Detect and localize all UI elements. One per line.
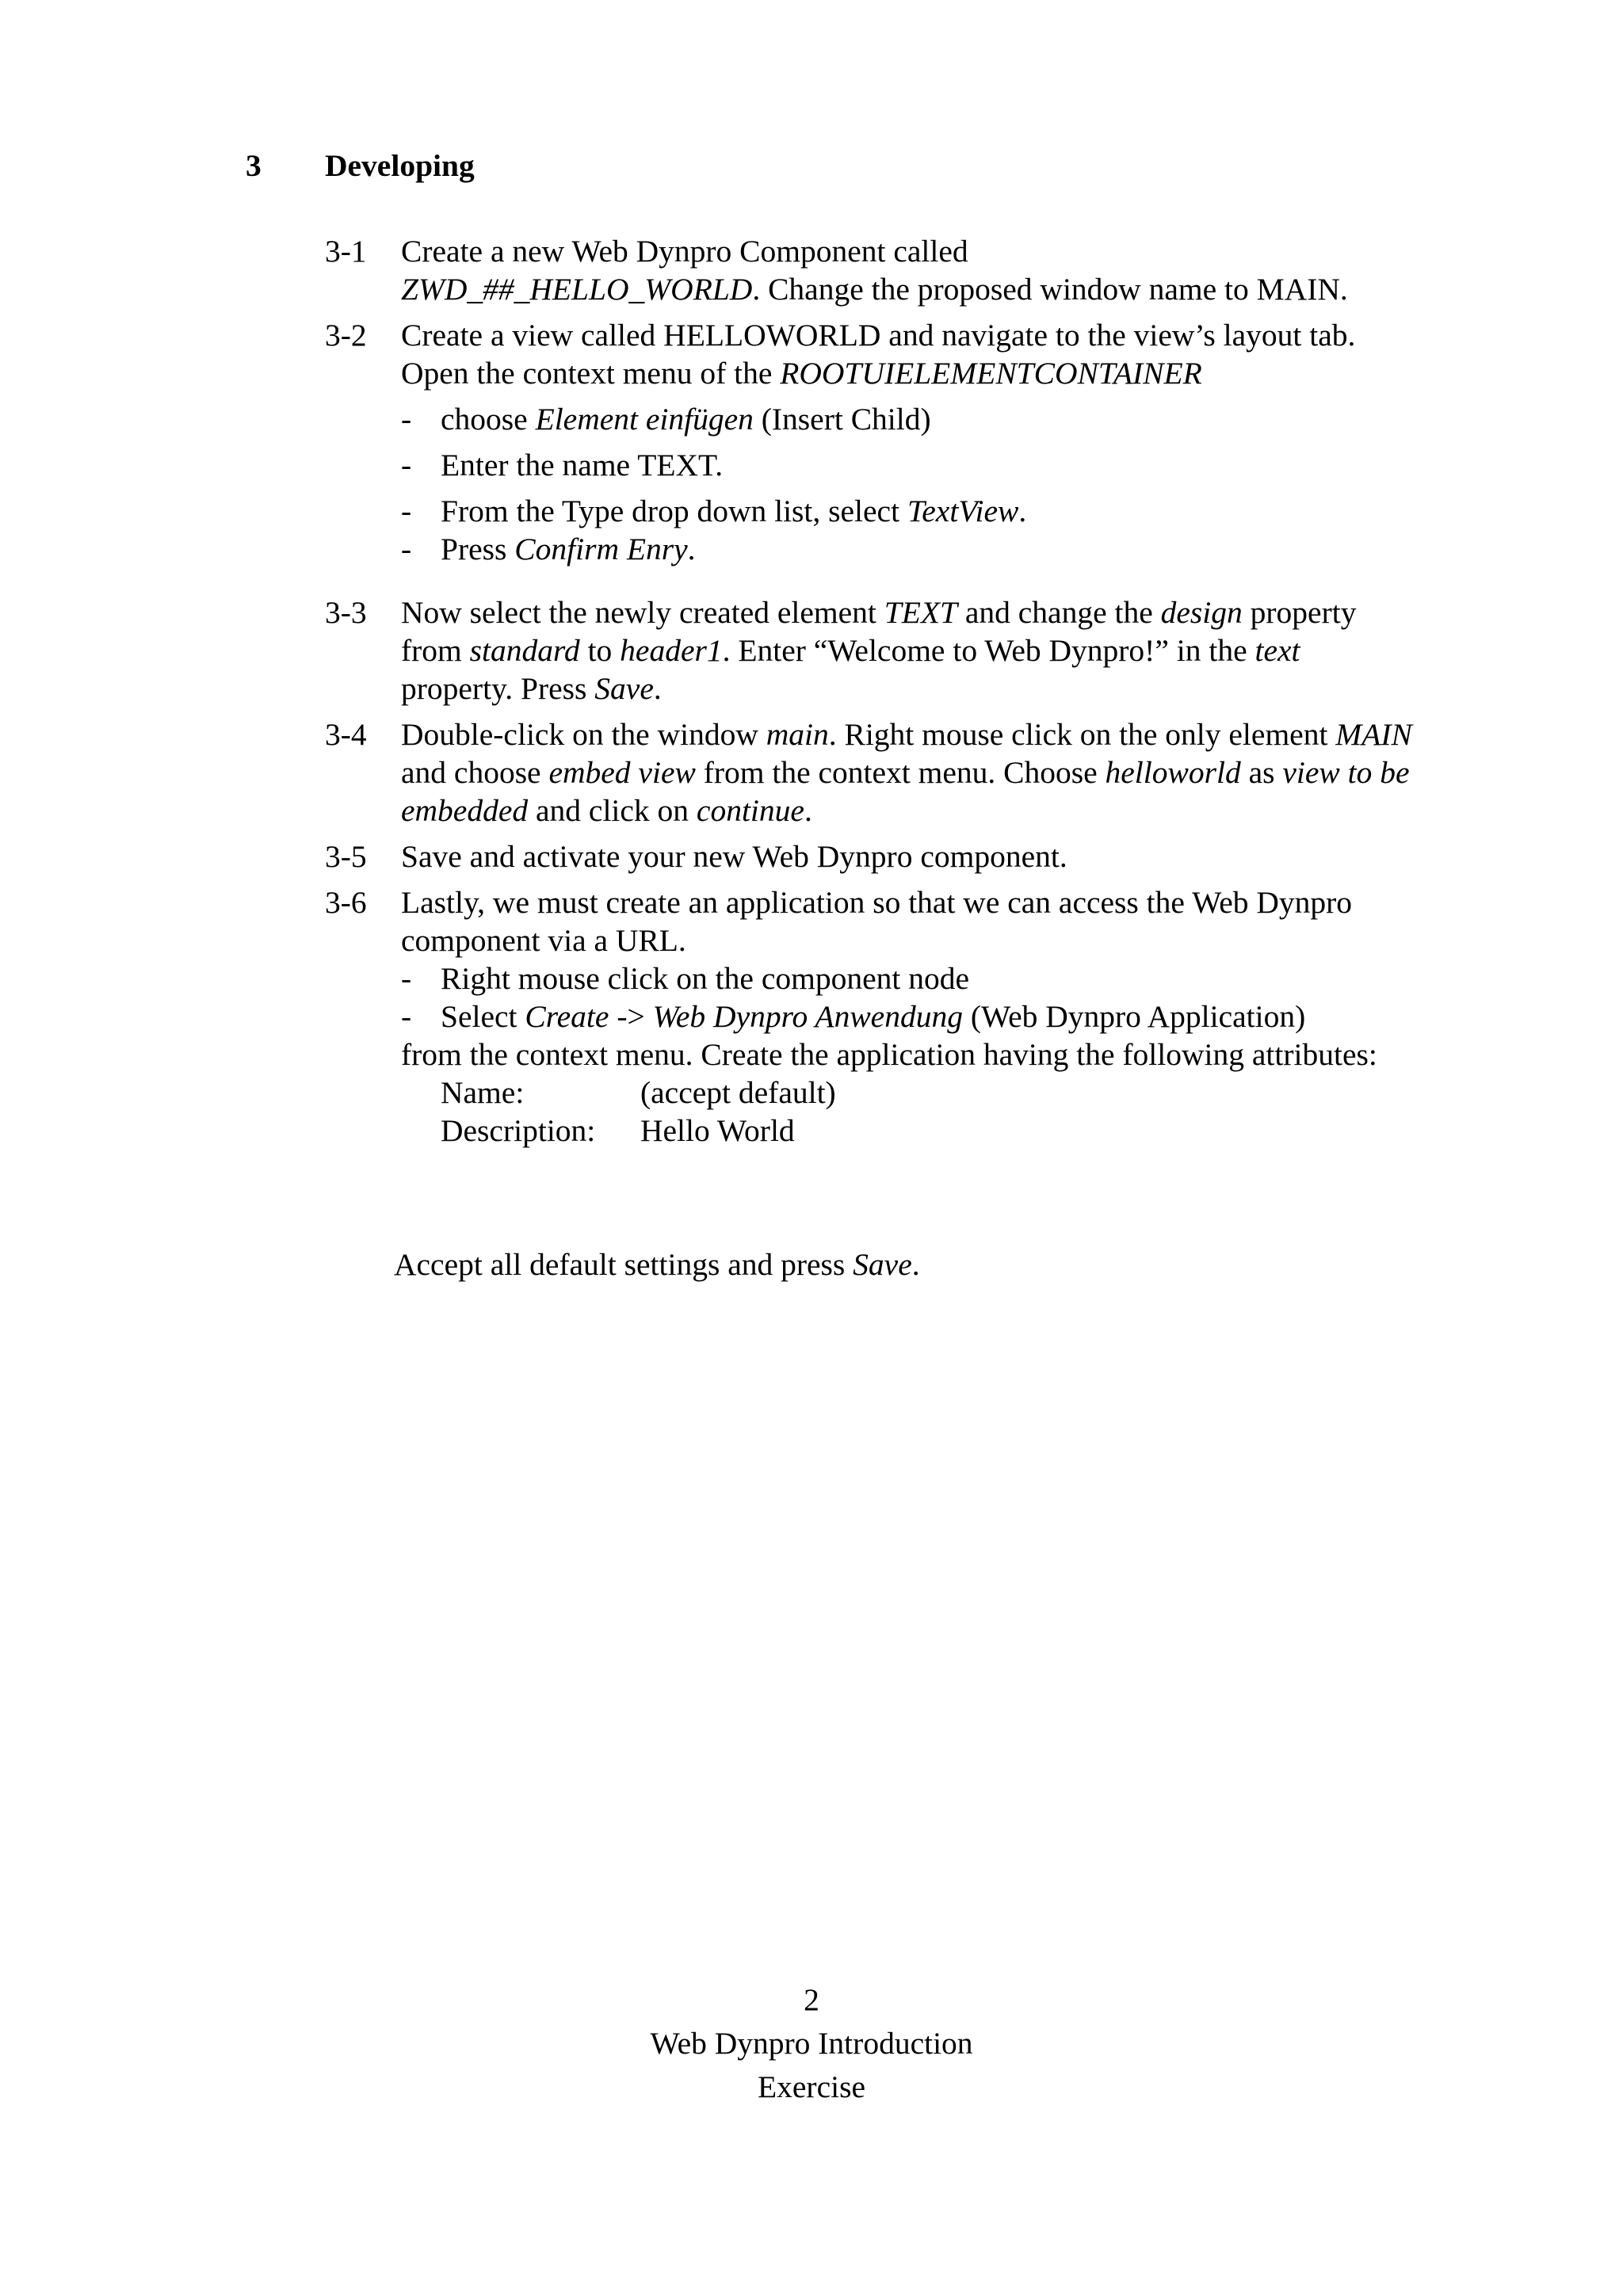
step-paragraph — [401, 316, 1419, 392]
bullet-dash: - — [401, 999, 412, 1034]
step-number: 3-3 — [325, 595, 367, 630]
step-text: Double-click on the window main. Right mouse click on the only element MAIN and choose embed view from the context menu. Choose helloworld as view to be embedded and click on continue. — [401, 717, 1412, 828]
step-3-4 — [325, 715, 1419, 830]
step-paragraph: from the context menu. Create the application having the following attributes: — [401, 1037, 1377, 1072]
step-3-3 — [325, 593, 1419, 707]
attribute-name — [401, 1074, 1419, 1112]
step-text — [401, 232, 1419, 308]
section-title: Developing — [325, 148, 475, 183]
text-run: Create a view called HELLOWORLD and navigate to the view’s layout tab. Open the context menu of the — [401, 318, 1356, 391]
attribute-label: Name: — [441, 1075, 525, 1110]
bullet-dash: - — [401, 961, 412, 996]
step-text — [401, 316, 1419, 568]
container-name: ROOTUIELEMENTCONTAINER — [780, 356, 1202, 391]
bullet-text: choose Element einfügen (Insert Child) — [441, 402, 931, 437]
bullet-item — [401, 492, 1419, 530]
step-3-5 — [325, 837, 1419, 875]
text-run: Create a new Web Dynpro Component called — [401, 234, 968, 269]
bullet-item — [401, 997, 1419, 1035]
step-3-6 — [325, 883, 1419, 1150]
step-text: Now select the newly created element TEXT and change the design property from standard to header1. Enter “Welcome to Web Dynpro!” in the text property. Press Save. — [401, 595, 1357, 706]
bullet-text: Right mouse click on the component node — [441, 961, 969, 996]
step-number: 3-1 — [325, 234, 367, 269]
step-paragraph: Lastly, we must create an application so that we can access the Web Dynpro component via a URL. — [401, 885, 1353, 958]
bullet-dash: - — [401, 402, 412, 437]
step-number: 3-2 — [325, 318, 367, 353]
attribute-description — [401, 1112, 1419, 1150]
page-number: 2 — [804, 1982, 819, 2017]
bullet-text: Select Create -> Web Dynpro Anwendung (Web Dynpro Application) — [441, 999, 1306, 1034]
closing-instruction: Accept all default settings and press Save. — [394, 1247, 920, 1282]
step-number: 3-5 — [325, 839, 367, 874]
step-number: 3-4 — [325, 717, 367, 752]
bullet-text: Enter the name TEXT. — [441, 448, 724, 482]
text-run: . Change the proposed window name to MAIN. — [752, 272, 1348, 307]
step-text — [401, 883, 1419, 1150]
step-text: Save and activate your new Web Dynpro component. — [401, 839, 1067, 874]
step-list — [325, 232, 1419, 1158]
bullet-text: Press Confirm Enry. — [441, 532, 696, 566]
footer-subtitle: Exercise — [758, 2069, 865, 2104]
attribute-value: (accept default) — [640, 1075, 836, 1110]
component-name: ZWD_##_HELLO_WORLD — [401, 272, 753, 307]
bullet-item — [401, 959, 1419, 997]
bullet-dash: - — [401, 448, 412, 482]
bullet-dash: - — [401, 494, 412, 528]
attribute-label: Description: — [441, 1113, 596, 1148]
bullet-text: From the Type drop down list, select TextView. — [441, 494, 1027, 528]
bullet-dash: - — [401, 532, 412, 566]
section-number: 3 — [246, 148, 262, 183]
step-3-2 — [325, 316, 1419, 568]
step-number: 3-6 — [325, 885, 367, 920]
bullet-item — [401, 530, 1419, 568]
bullet-item — [401, 446, 1419, 484]
attribute-value: Hello World — [640, 1113, 795, 1148]
bullet-item — [401, 400, 1419, 438]
step-3-1 — [325, 232, 1419, 308]
footer-title: Web Dynpro Introduction — [650, 2026, 973, 2061]
